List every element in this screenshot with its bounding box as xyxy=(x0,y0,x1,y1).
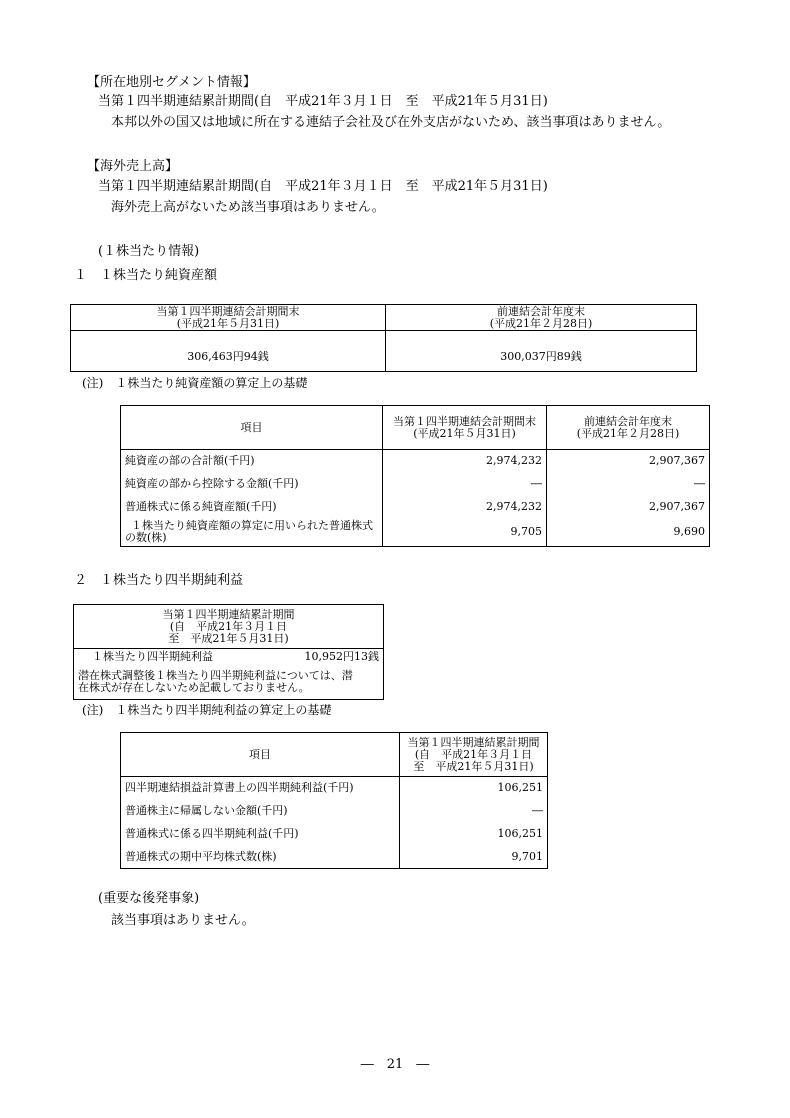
t4-row-label: 普通株式の期中平均株式数(株) xyxy=(121,846,400,869)
table-row xyxy=(121,846,548,869)
table-row xyxy=(121,450,710,473)
t2-row-label: 純資産の部から控除する金額(千円) xyxy=(121,473,383,496)
t4-header-line3: 至 平成21年５月31日) xyxy=(413,759,534,773)
t1-header-prior-line1: 前連結会計年度末 xyxy=(497,304,585,318)
t2-row-current: 2,974,232 xyxy=(383,496,547,519)
table-row xyxy=(121,800,548,823)
note2: (注) １株当たり四半期純利益の算定上の基礎 xyxy=(82,703,332,717)
overseas-sales-period: 当第１四半期連結累計期間(自 平成21年３月１日 至 平成21年５月31日) xyxy=(98,179,548,194)
t3-header-line1: 当第１四半期連結累計期間 xyxy=(162,607,295,621)
t1-value-prior: 300,037円89銭 xyxy=(386,331,697,372)
t2-row-prior: ― xyxy=(547,473,710,496)
t4-header-line1: 当第１四半期連結累計期間 xyxy=(407,735,540,749)
subsequent-events-heading: (重要な後発事象) xyxy=(98,891,200,906)
t1-header-prior xyxy=(386,305,697,331)
subsequent-events-body: 該当事項はありません。 xyxy=(111,913,255,928)
overseas-sales-body: 海外売上高がないため該当事項はありません。 xyxy=(111,200,385,215)
t3-header-line3: 至 平成21年５月31日) xyxy=(168,631,289,645)
t4-header-line2: (自 平成21年３月１日 xyxy=(414,747,533,761)
t3-diluted-note-line2: 在株式が存在しないため記載しておりません。 xyxy=(78,681,310,695)
table-row xyxy=(121,519,710,547)
net-assets-basis-table xyxy=(120,405,710,547)
t3-diluted-note-line1: 潜在株式調整後１株当たり四半期純利益については、潜 xyxy=(78,669,353,683)
t3-eps-value: 10,952円13銭 xyxy=(270,649,384,666)
segment-geo-heading: 【所在地別セグメント情報】 xyxy=(87,75,256,90)
t3-eps-label: １株当たり四半期純利益 xyxy=(74,649,270,666)
per-share-heading: (１株当たり情報) xyxy=(98,244,200,259)
t4-header-item: 項目 xyxy=(121,733,400,777)
t2-row-prior: 2,907,367 xyxy=(547,450,710,473)
t3-diluted-note xyxy=(74,666,384,700)
t2-header-item: 項目 xyxy=(121,406,383,450)
table-row xyxy=(121,473,710,496)
t2-header-prior-line1: 前連結会計年度末 xyxy=(584,414,672,428)
table-row xyxy=(121,777,548,800)
eps-table xyxy=(73,604,384,700)
t2-header-prior-line2: (平成21年２月28日) xyxy=(576,426,680,440)
t4-header-period xyxy=(400,733,548,777)
t3-header-line2: (自 平成21年３月１日 xyxy=(169,619,288,633)
segment-geo-period: 当第１四半期連結累計期間(自 平成21年３月１日 至 平成21年５月31日) xyxy=(98,94,548,109)
segment-geo-body: 本邦以外の国又は地域に所在する連結子会社及び在外支店がないため、該当事項はありません。 xyxy=(111,115,671,130)
t2-row-label: 普通株式に係る純資産額(千円) xyxy=(121,496,383,519)
t4-row-label: 普通株式に係る四半期純利益(千円) xyxy=(121,823,400,846)
t2-header-current xyxy=(383,406,547,450)
eps-basis-table xyxy=(120,732,548,869)
t1-header-current xyxy=(71,305,386,331)
page-number: ― 21 ― xyxy=(360,1057,430,1072)
table-row xyxy=(121,496,710,519)
t2-row-label: 純資産の部の合計額(千円) xyxy=(121,450,383,473)
t4-row-value: 106,251 xyxy=(497,827,543,840)
table-row xyxy=(121,823,548,846)
t4-row-value: ― xyxy=(532,804,543,817)
t4-row-label: 四半期連結損益計算書上の四半期純利益(千円) xyxy=(121,777,400,800)
t2-header-current-line1: 当第１四半期連結会計期間末 xyxy=(393,414,536,428)
t1-value-current: 306,463円94銭 xyxy=(71,331,386,372)
t2-row-label: １株当たり純資産額の算定に用いられた普通株式の数(株) xyxy=(121,519,383,547)
t2-row-current: 2,974,232 xyxy=(383,450,547,473)
t2-row-prior: 9,690 xyxy=(547,519,710,547)
t3-header xyxy=(74,605,384,649)
t4-row-label: 普通株主に帰属しない金額(千円) xyxy=(121,800,400,823)
per-share-sec1-title: １ １株当たり純資産額 xyxy=(74,268,218,283)
t1-header-prior-line2: (平成21年２月28日) xyxy=(489,316,593,330)
per-share-sec2-title: ２ １株当たり四半期純利益 xyxy=(74,573,244,588)
t1-header-current-line1: 当第１四半期連結会計期間末 xyxy=(156,304,300,318)
note1: (注) １株当たり純資産額の算定上の基礎 xyxy=(82,376,308,390)
t2-row-current: 9,705 xyxy=(383,519,547,547)
t2-row-prior: 2,907,367 xyxy=(547,496,710,519)
t4-row-value: 9,701 xyxy=(511,849,543,863)
t2-header-current-line2: (平成21年５月31日) xyxy=(413,426,516,440)
t4-row-value: 106,251 xyxy=(497,781,543,795)
t2-row-current: ― xyxy=(383,473,547,496)
net-assets-per-share-table xyxy=(70,304,697,372)
overseas-sales-heading: 【海外売上高】 xyxy=(87,159,179,174)
t1-header-current-line2: (平成21年５月31日) xyxy=(176,316,280,330)
t2-header-prior xyxy=(547,406,710,450)
